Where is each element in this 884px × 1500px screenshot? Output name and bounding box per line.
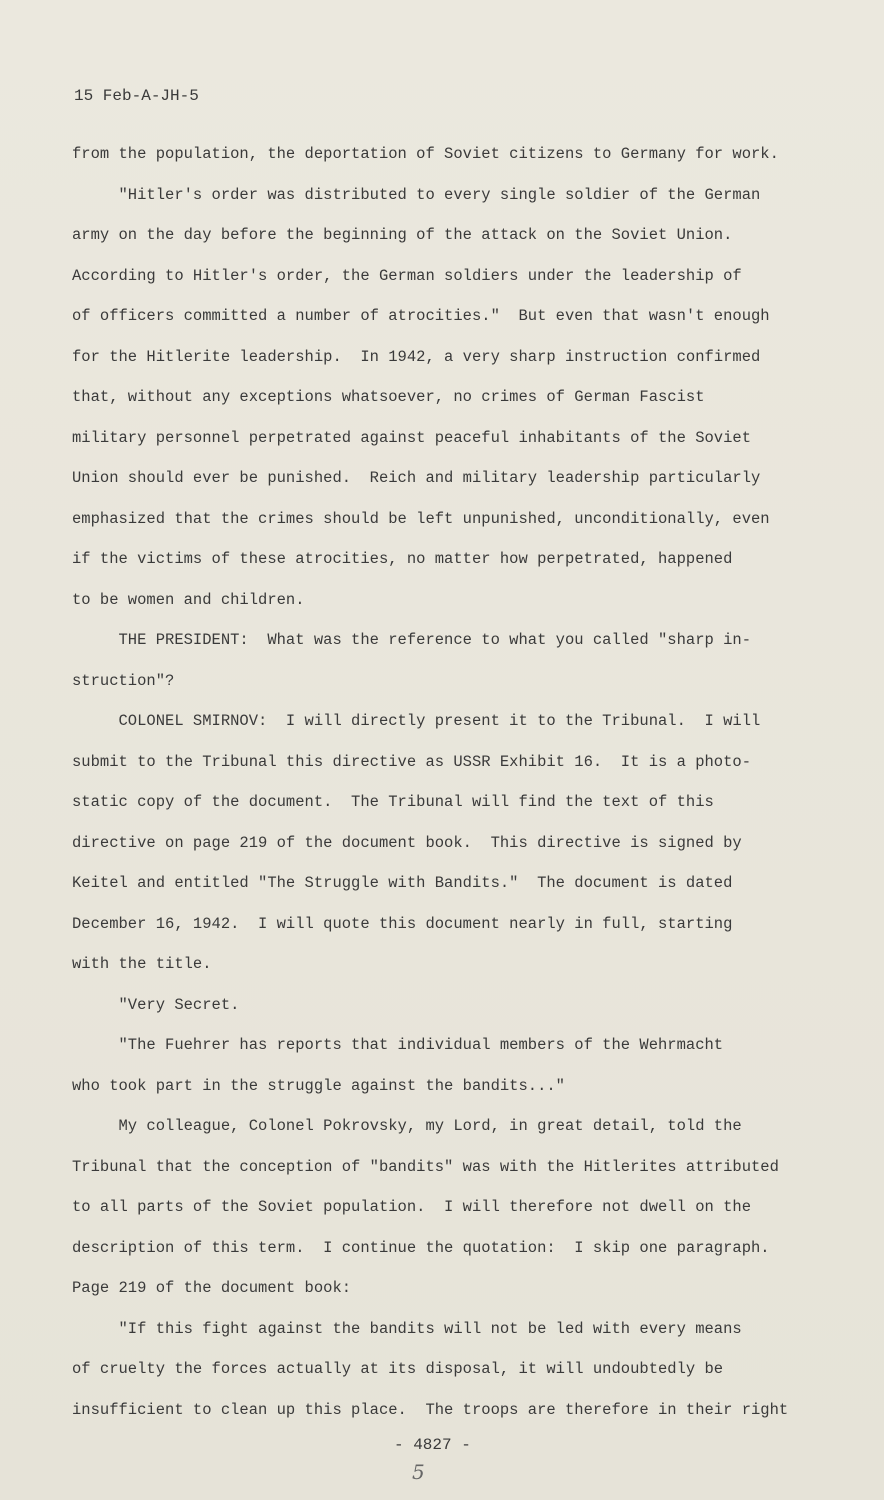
text-line: COLONEL SMIRNOV: I will directly present it to the Tribunal. I will [72,712,761,730]
document-body [72,134,852,1430]
text-line: to all parts of the Soviet population. I will therefore not dwell on the [72,1198,752,1216]
text-line: Union should ever be punished. Reich and military leadership particularly [72,469,761,487]
text-line: "The Fuehrer has reports that individual members of the Wehrmacht [72,1036,724,1054]
text-line: who took part in the struggle against the bandits..." [72,1076,565,1095]
page-number: - 4827 - [394,1436,471,1454]
text-line: Tribunal that the conception of "bandits" was with the Hitlerites attributed [72,1157,779,1176]
text-line: military personnel perpetrated against peaceful inhabitants of the Soviet [72,428,752,447]
text-line: Keitel and entitled "The Struggle with Bandits." The document is dated [72,874,733,892]
text-line: "Very Secret. [72,995,240,1014]
text-line: for the Hitlerite leadership. In 1942, a very sharp instruction confirmed [72,347,761,366]
text-line: of cruelty the forces actually at its disposal, it will undoubtedly be [72,1360,724,1378]
text-line: "If this fight against the bandits will not be led with every means [72,1319,742,1338]
page-header: 15 Feb-A-JH-5 [74,87,199,105]
text-line: According to Hitler's order, the German soldiers under the leadership of [72,266,742,285]
text-line: with the title. [72,955,212,973]
text-line: army on the day before the beginning of the attack on the Soviet Union. [72,226,733,244]
text-line: that, without any exceptions whatsoever, no crimes of German Fascist [72,388,705,406]
text-line: "Hitler's order was distributed to every single soldier of the German [72,185,761,204]
text-line: if the victims of these atrocities, no matter how perpetrated, happened [72,550,733,568]
text-line: from the population, the deportation of Soviet citizens to Germany for work. [72,145,779,163]
text-line: insufficient to clean up this place. The troops are therefore in their right [72,1400,789,1419]
text-line: emphasized that the crimes should be left unpunished, unconditionally, even [72,509,770,528]
text-line: of officers committed a number of atrocities." But even that wasn't enough [72,307,770,325]
text-line: My colleague, Colonel Pokrovsky, my Lord, in great detail, told the [72,1117,742,1135]
text-line: struction"? [72,671,175,690]
handwritten-mark: 5 [412,1460,425,1484]
text-line: directive on page 219 of the document book. This directive is signed by [72,833,742,852]
text-line: Page 219 of the document book: [72,1279,352,1297]
text-line: THE PRESIDENT: What was the reference to what you called "sharp in- [72,631,752,649]
text-line: submit to the Tribunal this directive as USSR Exhibit 16. It is a photo- [72,752,752,771]
text-line: to be women and children. [72,590,305,609]
text-line: description of this term. I continue the quotation: I skip one paragraph. [72,1238,770,1257]
text-line: December 16, 1942. I will quote this document nearly in full, starting [72,914,733,933]
text-line: static copy of the document. The Tribunal will find the text of this [72,793,714,811]
